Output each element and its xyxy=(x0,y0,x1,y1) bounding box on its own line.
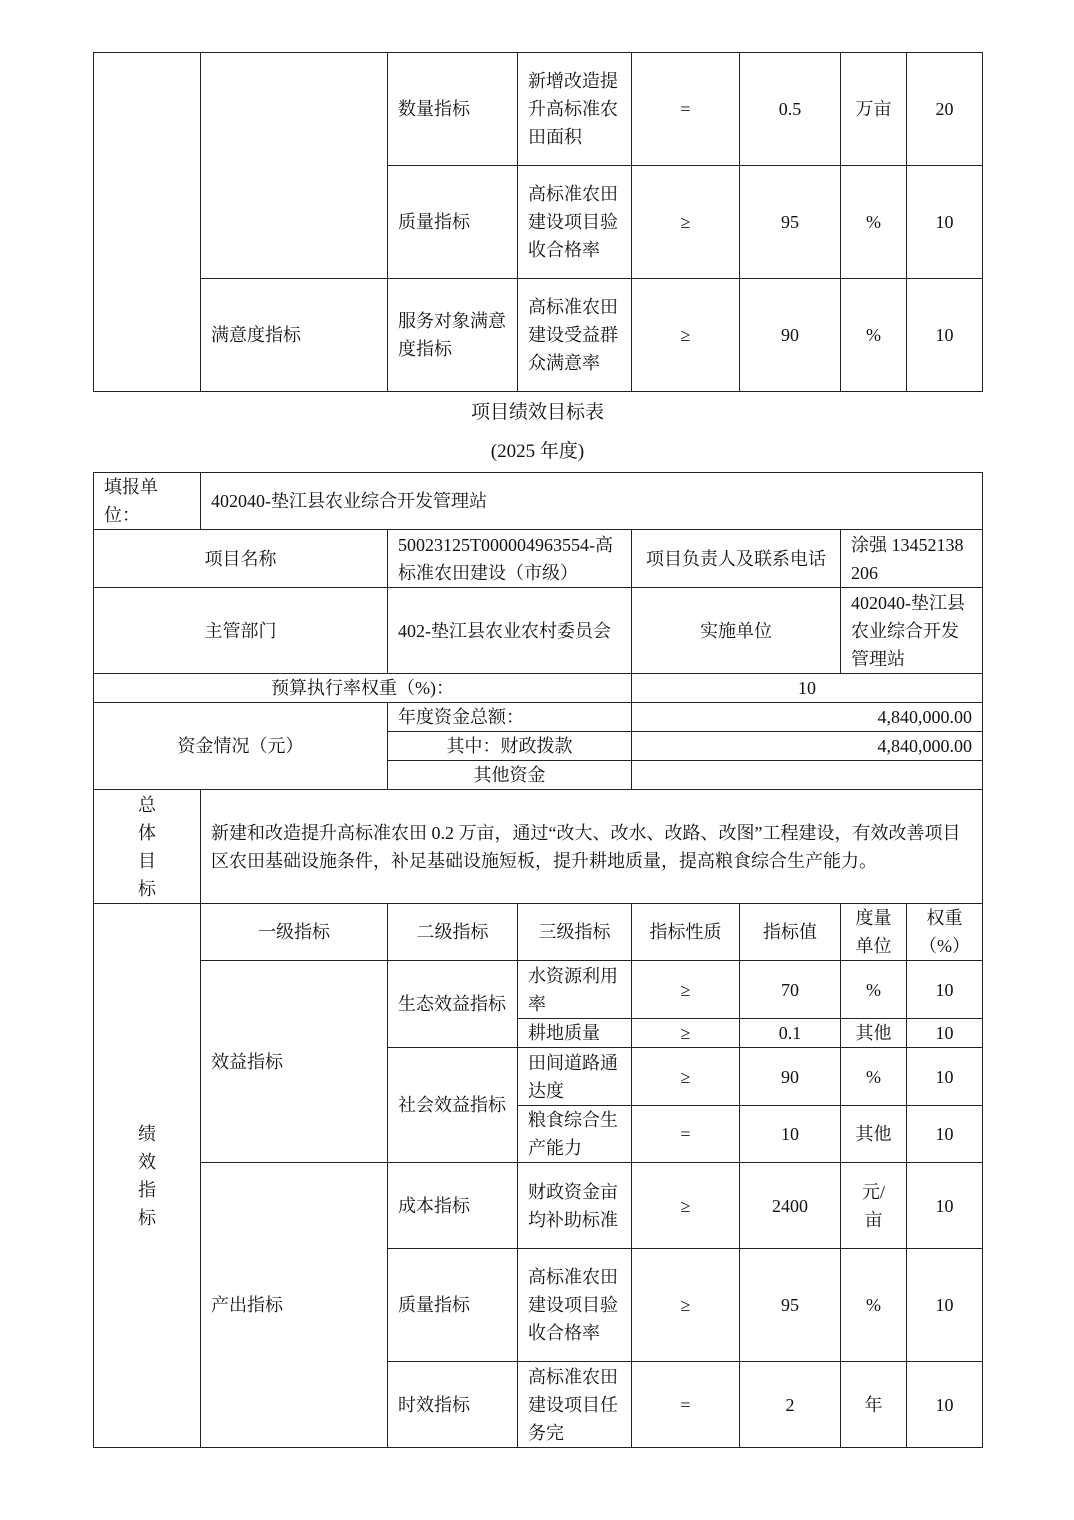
output-level1: 产出指标 xyxy=(201,1163,388,1448)
nature-cell: ≥ xyxy=(632,1163,740,1249)
level2-cell: 数量指标 xyxy=(388,53,518,166)
leader-label: 项目负责人及联系电话 xyxy=(632,530,841,588)
unit-cell: 其他 xyxy=(841,1106,907,1163)
unit-cell: % xyxy=(841,279,907,392)
value-cell: 95 xyxy=(740,166,841,279)
impl-value: 402040-垫江县农业综合开发管理站 xyxy=(841,588,983,674)
unit-cell: % xyxy=(841,166,907,279)
nature-cell: ≥ xyxy=(632,961,740,1019)
level3-cell: 新增改造提升高标准农田面积 xyxy=(518,53,632,166)
level3-cell: 耕地质量 xyxy=(518,1019,632,1048)
nature-cell: ≥ xyxy=(632,1048,740,1106)
level2-cell: 成本指标 xyxy=(388,1163,518,1249)
social-level2: 社会效益指标 xyxy=(388,1048,518,1163)
level3-cell: 田间道路通达度 xyxy=(518,1048,632,1106)
goal-text: 新建和改造提升高标准农田 0.2 万亩，通过“改大、改水、改路、改图”工程建设，有效改善项目区农田基础设施条件，补足基础设施短板，提升耕地质量，提高粮食综合生产能力。 xyxy=(201,790,983,904)
level3-cell: 高标准农田建设项目任务完 xyxy=(518,1362,632,1448)
unit-cell: 其他 xyxy=(841,1019,907,1048)
unit-cell: % xyxy=(841,1048,907,1106)
funds-total-value: 4,840,000.00 xyxy=(632,703,983,732)
value-cell: 95 xyxy=(740,1249,841,1362)
level1-cell: 满意度指标 xyxy=(201,279,388,392)
unit-cell: % xyxy=(841,961,907,1019)
nature-cell: = xyxy=(632,53,740,166)
eco-level2: 生态效益指标 xyxy=(388,961,518,1048)
weight-cell: 20 xyxy=(907,53,983,166)
level3-cell: 高标准农田建设项目验收合格率 xyxy=(518,1249,632,1362)
header-weight: 权重（%） xyxy=(907,904,983,961)
value-cell: 2 xyxy=(740,1362,841,1448)
nature-cell: = xyxy=(632,1362,740,1448)
level3-cell: 高标准农田建设受益群众满意率 xyxy=(518,279,632,392)
performance-target-table xyxy=(93,472,983,1448)
weight-cell: 10 xyxy=(907,1362,983,1448)
fill-unit-label: 填报单位： xyxy=(94,473,201,530)
header-level1: 一级指标 xyxy=(201,904,388,961)
goal-label: 总体目标 xyxy=(94,790,201,904)
budget-rate-label: 预算执行率权重（%)： xyxy=(94,674,632,703)
empty-cell xyxy=(201,53,388,279)
value-cell: 90 xyxy=(740,279,841,392)
funds-fiscal-label: 其中：财政拨款 xyxy=(388,732,632,761)
nature-cell: ≥ xyxy=(632,1019,740,1048)
weight-cell: 10 xyxy=(907,166,983,279)
benefit-level1: 效益指标 xyxy=(201,961,388,1163)
weight-cell: 10 xyxy=(907,1106,983,1163)
perf-label: 绩效指标 xyxy=(94,904,201,1448)
value-cell: 2400 xyxy=(740,1163,841,1249)
weight-cell: 10 xyxy=(907,1163,983,1249)
unit-cell: 元/亩 xyxy=(841,1163,907,1249)
project-name-value: 50023125T000004963554-高标准农田建设（市级） xyxy=(388,530,632,588)
empty-cell xyxy=(94,53,201,392)
unit-cell: 年 xyxy=(841,1362,907,1448)
header-value: 指标值 xyxy=(740,904,841,961)
weight-cell: 10 xyxy=(907,1249,983,1362)
dept-label: 主管部门 xyxy=(94,588,388,674)
header-level3: 三级指标 xyxy=(518,904,632,961)
level3-cell: 财政资金亩均补助标准 xyxy=(518,1163,632,1249)
weight-cell: 10 xyxy=(907,1048,983,1106)
leader-value: 涂强 13452138206 xyxy=(841,530,983,588)
funds-total-label: 年度资金总额： xyxy=(388,703,632,732)
unit-cell: 万亩 xyxy=(841,53,907,166)
header-unit: 度量单位 xyxy=(841,904,907,961)
level2-cell: 时效指标 xyxy=(388,1362,518,1448)
continuation-table xyxy=(93,52,983,392)
weight-cell: 10 xyxy=(907,961,983,1019)
funds-other-label: 其他资金 xyxy=(388,761,632,790)
value-cell: 10 xyxy=(740,1106,841,1163)
value-cell: 90 xyxy=(740,1048,841,1106)
nature-cell: ≥ xyxy=(632,1249,740,1362)
level2-cell: 质量指标 xyxy=(388,1249,518,1362)
fill-unit-value: 402040-垫江县农业综合开发管理站 xyxy=(201,473,983,530)
impl-label: 实施单位 xyxy=(632,588,841,674)
unit-cell: % xyxy=(841,1249,907,1362)
level3-cell: 高标准农田建设项目验收合格率 xyxy=(518,166,632,279)
project-name-label: 项目名称 xyxy=(94,530,388,588)
funds-label: 资金情况（元） xyxy=(94,703,388,790)
nature-cell: = xyxy=(632,1106,740,1163)
table-title: 项目绩效目标表 xyxy=(470,402,604,423)
level2-cell: 服务对象满意度指标 xyxy=(388,279,518,392)
value-cell: 0.1 xyxy=(740,1019,841,1048)
value-cell: 0.5 xyxy=(740,53,841,166)
table-year: (2025 年度) xyxy=(490,441,585,462)
nature-cell: ≥ xyxy=(632,166,740,279)
header-nature: 指标性质 xyxy=(632,904,740,961)
funds-other-value xyxy=(632,761,983,790)
level3-cell: 粮食综合生产能力 xyxy=(518,1106,632,1163)
nature-cell: ≥ xyxy=(632,279,740,392)
funds-fiscal-value: 4,840,000.00 xyxy=(632,732,983,761)
header-level2: 二级指标 xyxy=(388,904,518,961)
value-cell: 70 xyxy=(740,961,841,1019)
level2-cell: 质量指标 xyxy=(388,166,518,279)
budget-rate-value: 10 xyxy=(632,674,983,703)
dept-value: 402-垫江县农业农村委员会 xyxy=(388,588,632,674)
weight-cell: 10 xyxy=(907,1019,983,1048)
level3-cell: 水资源利用率 xyxy=(518,961,632,1019)
weight-cell: 10 xyxy=(907,279,983,392)
